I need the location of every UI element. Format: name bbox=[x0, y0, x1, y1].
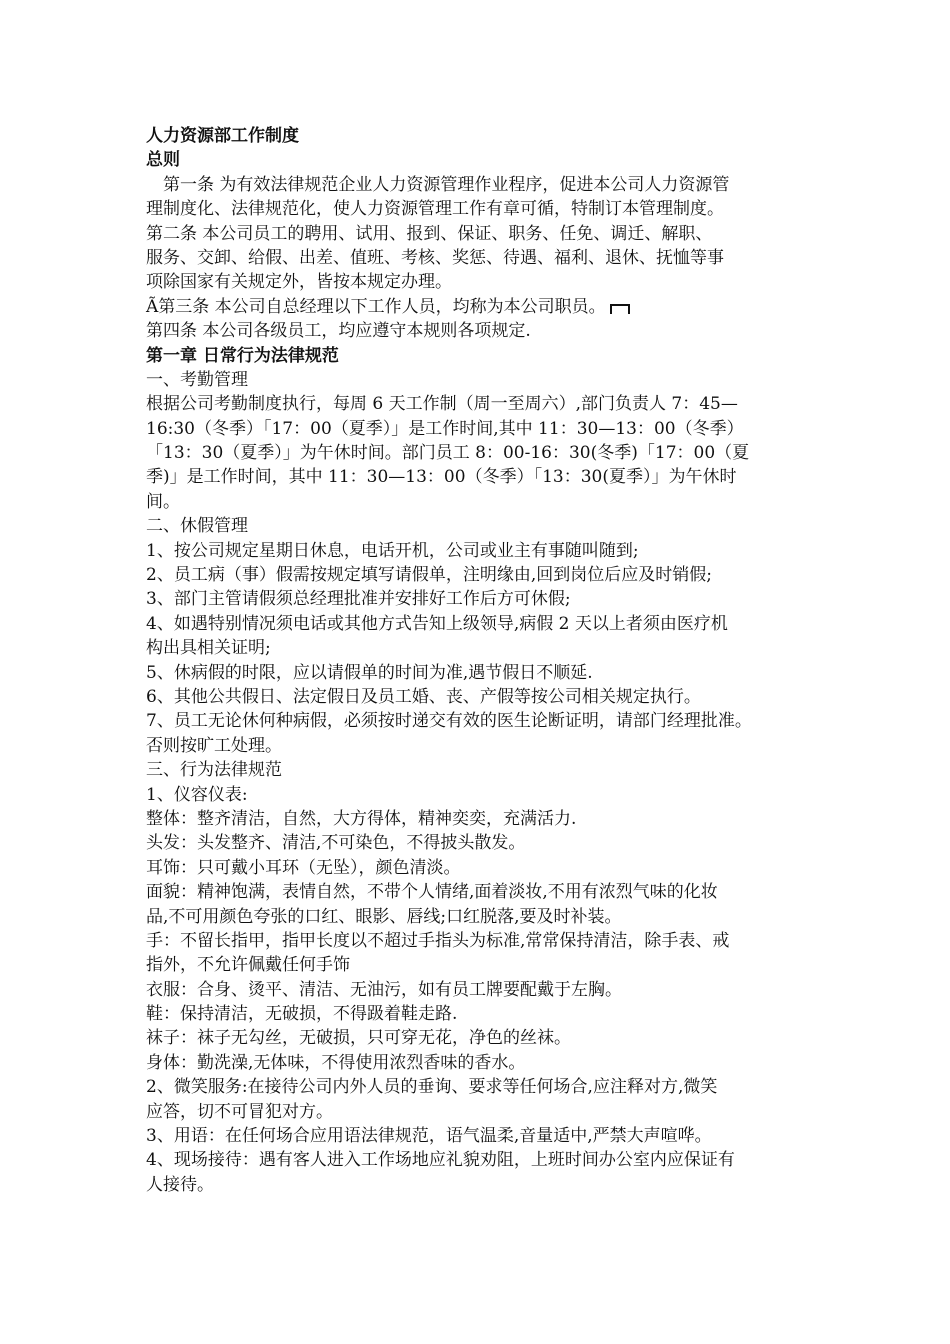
line-text: 否则按旷工处理。 bbox=[146, 735, 282, 756]
text-line bbox=[146, 1026, 826, 1050]
line-text: 构出具相关证明; bbox=[146, 638, 271, 659]
line-text: 项除国家有关规定外，皆按本规定办理。 bbox=[146, 272, 452, 293]
line-text: 身体：勤洗澡,无体味，不得使用浓烈香味的香水。 bbox=[146, 1052, 526, 1073]
line-text: 手：不留长指甲，指甲长度以不超过手指头为标准,常常保持清洁，除手表、戒 bbox=[146, 930, 730, 951]
line-text: 头发：头发整齐、清洁,不可染色，不得披头散发。 bbox=[146, 833, 526, 854]
line-text: 6、其他公共假日、法定假日及员工婚、丧、产假等按公司相关规定执行。 bbox=[146, 686, 701, 707]
line-text: 16:30（冬季）「17：00（夏季）」是工作时间,其中 11：30—13：00（冬季） bbox=[146, 418, 744, 439]
text-line bbox=[146, 978, 826, 1002]
text-line bbox=[146, 539, 826, 563]
text-line bbox=[146, 929, 826, 953]
text-line bbox=[146, 758, 826, 782]
document-page bbox=[146, 124, 826, 1197]
line-text: 人接待。 bbox=[146, 1174, 214, 1195]
text-line bbox=[146, 1075, 826, 1099]
text-line bbox=[146, 636, 826, 660]
line-text: 一、考勤管理 bbox=[146, 369, 248, 390]
section-heading bbox=[146, 344, 826, 368]
line-text: 2、员工病（事）假需按规定填写请假单，注明缘由,回到岗位后应及时销假; bbox=[146, 565, 712, 586]
line-text: 袜子：袜子无勾丝，无破损，只可穿无花，净色的丝袜。 bbox=[146, 1028, 571, 1049]
line-text: 整体：整齐清洁，自然，大方得体，精神奕奕，充满活力. bbox=[146, 808, 577, 829]
line-text: 第一章 日常行为法律规范 bbox=[146, 345, 339, 366]
text-line bbox=[146, 1148, 826, 1172]
line-text: 根据公司考勤制度执行，每周 6 天工作制（周一至周六）,部门负责人 7：45— bbox=[146, 394, 738, 415]
text-line bbox=[146, 270, 826, 294]
line-text: 3、用语：在任何场合应用语法律规范，语气温柔,音量适中,严禁大声喧哗。 bbox=[146, 1126, 712, 1147]
text-line bbox=[146, 465, 826, 489]
line-text: 总则 bbox=[146, 150, 180, 171]
text-line bbox=[146, 441, 826, 465]
text-line bbox=[146, 612, 826, 636]
line-text: Ã第三条 本公司自总经理以下工作人员，均称为本公司职员。 bbox=[146, 296, 606, 317]
line-text: 4、如遇特别情况须电话或其他方式告知上级领导,病假 2 天以上者须由医疗机 bbox=[146, 613, 728, 634]
line-text: 应答，切不可冒犯对方。 bbox=[146, 1101, 333, 1122]
line-text: 间。 bbox=[146, 491, 180, 512]
text-line bbox=[146, 1173, 826, 1197]
text-line bbox=[146, 685, 826, 709]
text-line bbox=[146, 1051, 826, 1075]
line-text: 7、员工无论休何种病假，必须按时递交有效的医生论断证明，请部门经理批准。 bbox=[146, 711, 752, 732]
line-text: 指外，不允许佩戴任何手饰 bbox=[146, 955, 350, 976]
line-text: 季)」是工作时间，其中 11：30—13：00（冬季）「13：30(夏季）」为午休时 bbox=[146, 467, 737, 488]
text-line bbox=[146, 709, 826, 733]
line-text: 面貌：精神饱满，表情自然，不带个人情绪,面着淡妆,不用有浓烈气味的化妆 bbox=[146, 882, 718, 903]
line-text: 5、休病假的时限，应以请假单的时间为准,遇节假日不顺延. bbox=[146, 662, 593, 683]
text-line bbox=[146, 246, 826, 270]
text-line bbox=[146, 856, 826, 880]
text-line bbox=[146, 831, 826, 855]
text-line bbox=[146, 490, 826, 514]
line-text: 衣服：合身、烫平、清洁、无油污，如有员工牌要配戴于左胸。 bbox=[146, 979, 622, 1000]
text-line bbox=[146, 953, 826, 977]
text-line bbox=[146, 319, 826, 343]
line-text: 1、仪容仪表: bbox=[146, 784, 248, 805]
line-text: 二、休假管理 bbox=[146, 516, 248, 537]
line-text: 「13：30（夏季）」为午休时间。部门员工 8：00-16：30(冬季)「17：00（夏 bbox=[146, 443, 750, 464]
text-line bbox=[146, 880, 826, 904]
line-text: 鞋：保持清洁，无破损，不得趿着鞋走路. bbox=[146, 1004, 458, 1025]
bracket-mark-icon bbox=[610, 304, 630, 314]
line-text: 服务、交卸、给假、出差、值班、考核、奖惩、待遇、福利、退休、抚恤等事 bbox=[146, 247, 724, 268]
text-line bbox=[146, 807, 826, 831]
line-text: 三、行为法律规范 bbox=[146, 760, 282, 781]
text-line bbox=[146, 295, 826, 319]
text-line bbox=[146, 368, 826, 392]
text-line bbox=[146, 734, 826, 758]
text-line bbox=[146, 197, 826, 221]
section-heading bbox=[146, 148, 826, 172]
line-text: 耳饰：只可戴小耳环（无坠），颜色清淡。 bbox=[146, 857, 461, 878]
line-text: 2、微笑服务:在接待公司内外人员的垂询、要求等任何场合,应注释对方,微笑 bbox=[146, 1077, 718, 1098]
line-text: 品,不可用颜色夸张的口红、眼影、唇线;口红脱落,要及时补装。 bbox=[146, 906, 622, 927]
text-line bbox=[146, 563, 826, 587]
text-line bbox=[146, 417, 826, 441]
document-title: 人力资源部工作制度 bbox=[146, 126, 299, 146]
text-line bbox=[146, 783, 826, 807]
line-text: 3、部门主管请假须总经理批准并安排好工作后方可休假; bbox=[146, 589, 571, 610]
text-line bbox=[146, 905, 826, 929]
document-body bbox=[146, 148, 826, 1197]
text-line bbox=[146, 661, 826, 685]
text-line bbox=[146, 587, 826, 611]
text-line bbox=[146, 222, 826, 246]
line-text: 第一条 为有效法律规范企业人力资源管理作业程序，促进本公司人力资源管 bbox=[146, 174, 730, 195]
text-line bbox=[146, 1100, 826, 1124]
line-text: 理制度化、法律规范化，使人力资源管理工作有章可循，特制订本管理制度。 bbox=[146, 199, 724, 220]
text-line bbox=[146, 1002, 826, 1026]
line-text: 4、现场接待：遇有客人进入工作场地应礼貌劝阻，上班时间办公室内应保证有 bbox=[146, 1150, 735, 1171]
text-line bbox=[146, 1124, 826, 1148]
line-text: 第二条 本公司员工的聘用、试用、报到、保证、职务、任免、调迁、解职、 bbox=[146, 223, 713, 244]
line-text: 1、按公司规定星期日休息，电话开机，公司或业主有事随叫随到; bbox=[146, 540, 639, 561]
text-line bbox=[146, 514, 826, 538]
line-text: 第四条 本公司各级员工，均应遵守本规则各项规定. bbox=[146, 321, 531, 342]
text-line bbox=[146, 173, 826, 197]
text-line bbox=[146, 392, 826, 416]
